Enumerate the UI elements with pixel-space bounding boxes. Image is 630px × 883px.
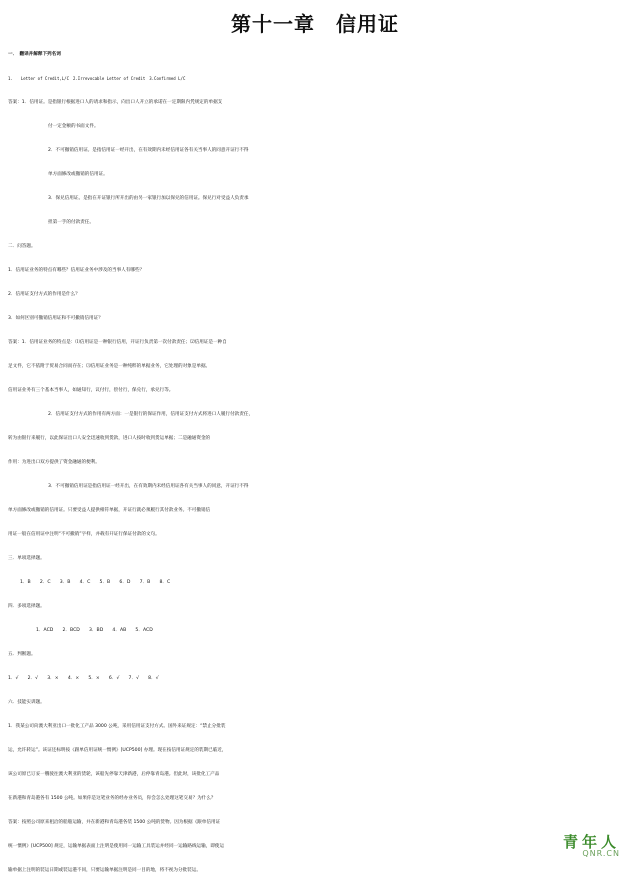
section-2-answer-3-line-3: 用证一般在信用证中注明“不可撤销”字样，并载有开证行保证付款的文句。 <box>8 532 160 537</box>
chapter-title: 第十一章 信用证 <box>231 12 399 36</box>
section-1-terms: 1. Letter of Credit,L/C 2.Irrevocable Letter of Credit 3.Confirmed L/C <box>8 76 186 81</box>
section-6-heading: 六．技能实训题。 <box>8 700 45 705</box>
section-6-answer-line-3: 输单据上注明的装运日期或装运港不同，只要运输单据注明是同一目的地，将不视为分批装运。 <box>8 868 201 873</box>
section-6-question-line-1: 1．我某公司向澳大利亚出口一批化工产品 3000 公吨，采用信用证支付方式。国外来证规定：“禁止分批装 <box>8 724 226 729</box>
section-1-answer-1-line-1 <box>0 91 630 115</box>
section-3-heading: 三．单项选择题。 <box>8 556 45 561</box>
section-1-answer-3-line-2: 担第一手的付款责任。 <box>48 220 94 225</box>
section-2-answer-2-line-1: 2．信用证支付方式的作用有两方面：一是银行的保证作用，信用证支付方式将进口人履行付款责任， <box>48 412 254 417</box>
section-2-heading: 二．问答题。 <box>8 244 36 249</box>
section-2-answer-1-line-3: 信用证业务有三个基本当事人，如通知行，议付行，偿付行，保兑行，承兑行等。 <box>8 388 174 393</box>
section-4-answers: 1．ACD 2．BCD 3．BD 4．AB 5．ACD <box>36 628 153 633</box>
watermark-logo-text: 青年人 <box>562 833 620 851</box>
section-2-answer-2-line-2: 转为由银行来履行，以此保证出口人安全迅速收到货款，进口人按时收到货运单据；二是融通资金的 <box>8 436 211 441</box>
section-6-answer-line-1: 答案：按照公司原来租洽的船舶运输，并在新港和青岛港各装 1500 公吨的货物。因为根据《跟单信用证 <box>8 820 221 825</box>
section-6-answer-line-2: 统一惯例》[UCP500] 规定，运输单据表面上注明是使用同一运输工具装运并经同一运输路线运输，即使运 <box>8 844 225 849</box>
section-2-answer-1-line-1 <box>0 331 630 355</box>
section-6-question-line-4: 在新港和青岛港各有 1500 公吨。如果你是这笔业务的经办业务员，你会怎么处理这笔交易？为什么？ <box>8 796 216 801</box>
section-2-question-2: 2．信用证支付方式的作用是什么？ <box>8 292 80 297</box>
section-6-question-line-2: 运，允许转运”。该证还标明按《跟单信用证统一惯例》[UCP500] 办理。现在按信用证规定的装期已临近， <box>8 748 227 753</box>
section-5-answers: 1．√ 2．√ 3．× 4．× 5．× 6．√ 7．√ 8．√ <box>8 676 159 681</box>
site-watermark <box>563 835 620 858</box>
section-1-answer-2-line-1: 2．不可撤销信用证。是指信用证一经开出，在有效期内未经信用证各有关当事人的同意开证行不得 <box>48 148 249 153</box>
answer-label: 答案： <box>8 100 22 105</box>
section-2-answer-2-line-3: 作用：为进出口双方提供了资金融通的便利。 <box>8 460 100 465</box>
section-1-answer-2-line-2: 单方面修改或撤销的信用证。 <box>48 172 108 177</box>
section-6-question-line-3: 该公司原已订妥一艘驶往澳大利亚的货轮，该船先停靠天津新港，后停靠青岛港。但此时，该批化工产品 <box>8 772 220 777</box>
section-1-answer-1-line-2: 付一定金额的书面文件。 <box>48 124 99 129</box>
answer-label: 答案： <box>8 340 22 345</box>
section-1-answer-3-line-1: 3．保兑信用证。是指在开证银行所开出的由另一家银行加以保兑的信用证。保兑行对受益人负责承 <box>48 196 249 201</box>
section-4-heading: 四．多项选择题。 <box>8 604 45 609</box>
watermark-domain: QNR.CN <box>582 849 620 858</box>
answer-text: 1．信用证业务的特点是：⑴信用证是一种银行信用，开证行负责第一次付款责任；⑵信用证是一种自 <box>21 340 227 345</box>
answer-text: 1．信用证。是指银行根据进口人的请求和指示，向出口人开立的承诺在一定期限内凭规定的单据支 <box>21 100 223 105</box>
section-2-answer-3-line-2: 单方面修改或撤销的信用证。只要受益人提供相符单据，开证行就必须履行其付款业务。不可撤销信 <box>8 508 211 513</box>
section-2-question-3: 3．如何区别可撤销信用证和不可撤销信用证？ <box>8 316 103 321</box>
section-2-answer-3-line-1: 3．不可撤销信用证是指信用证一经开出，在有效期内未经信用证各有关当事人的同意，开证行不得 <box>48 484 249 489</box>
section-3-answers: 1．B 2．C 3．B 4．C 5．B 6．D 7．B 8．C <box>20 580 171 585</box>
section-2-answer-1-line-2: 足文件，它不依附于贸易合同而存在；⑶信用证业务是一种纯粹的单据业务，它处理的对象是单据。 <box>8 364 211 369</box>
section-2-question-1: 1．信用证业务的特点有哪些？信用证业务中涉及的当事人有哪些？ <box>8 268 145 273</box>
section-5-heading: 五．判断题。 <box>8 652 36 657</box>
section-1-heading: 一． 翻译并解释下列名词 <box>8 52 61 57</box>
